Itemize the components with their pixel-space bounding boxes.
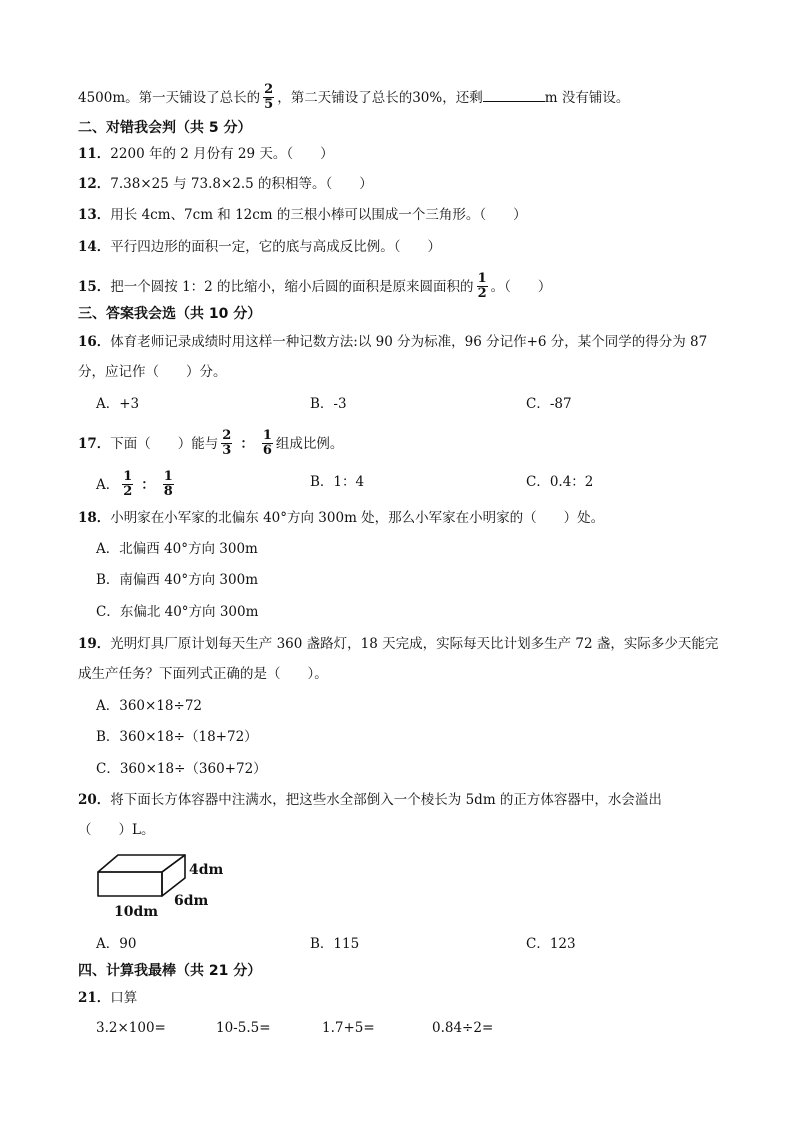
fraction-1-2: $\frac{1}{2}$ <box>123 469 133 499</box>
q17-option-b[interactable]: B．1：4 <box>310 474 365 490</box>
question-14: 14．平行四边形的面积一定，它的底与高成反比例。（ ） <box>78 239 442 255</box>
q16-option-a[interactable]: A．+3 <box>96 396 140 412</box>
cuboid-length-label: 10dm <box>114 904 159 920</box>
q16-option-b[interactable]: B．-3 <box>310 396 347 412</box>
q18-option-b[interactable]: B．南偏西 40°方向 300m <box>96 572 258 588</box>
q19-option-c[interactable]: C．360×18÷（360+72） <box>96 761 267 777</box>
fraction-1-2: $\frac{1}{2}$ <box>477 271 487 301</box>
q19-option-a[interactable]: A．360×18÷72 <box>96 698 202 714</box>
q20-option-a[interactable]: A．90 <box>96 936 137 952</box>
q20-option-c[interactable]: C．123 <box>526 936 576 952</box>
question-19: 19．光明灯具厂原计划每天生产 360 盏路灯，18 天完成，实际每天比计划多生产 72 盏，实际多少天能完 <box>78 636 719 652</box>
q19-option-b[interactable]: B．360×18÷（18+72） <box>96 729 258 745</box>
question-12: 12．7.38×25 与 73.8×2.5 的积相等。（ ） <box>78 176 373 192</box>
question-11: 11．2200 年的 2 月份有 29 天。（ ） <box>78 146 334 162</box>
oral-calc-item-2: 10-5.5= <box>216 1020 271 1036</box>
q17-option-a[interactable]: A． $\frac{1}{2}$ ： $\frac{1}{8}$ <box>96 469 173 499</box>
fraction-2-3: $\frac{2}{3}$ <box>222 428 232 458</box>
answer-blank[interactable] <box>483 87 545 102</box>
cuboid-side-face <box>162 855 185 896</box>
question-17: 17．下面（ ）能与 $\frac{2}{3}$ ： $\frac{1}{6}$ 组成比例。 <box>78 428 344 458</box>
question-16-line2: 分，应记作（ ）分。 <box>78 364 227 380</box>
cuboid-front-face <box>98 872 162 896</box>
question-15: 15．把一个圆按 1：2 的比缩小，缩小后圆的面积是原来圆面积的 $\frac{1}{2}$ 。（ ） <box>78 271 552 301</box>
section-heading-judgement: 二、对错我会判（共 5 分） <box>78 120 252 136</box>
cuboid-top-face <box>98 855 185 872</box>
fraction-2-5: $\frac{2}{5}$ <box>264 82 274 112</box>
q18-option-a[interactable]: A．北偏西 40°方向 300m <box>96 541 258 557</box>
question-16: 16．体育老师记录成绩时用这样一种记数方法:以 90 分为标准，96 分记作+6 分，某个同学的得分为 87 <box>78 334 708 350</box>
oral-calc-item-1: 3.2×100= <box>96 1020 166 1036</box>
section-heading-calculation: 四、计算我最棒（共 21 分） <box>78 963 262 979</box>
cuboid-height-label: 4dm <box>189 862 224 878</box>
question-19-line2: 成生产任务？下面列式正确的是（ ）。 <box>78 666 328 682</box>
section-heading-choice: 三、答案我会选（共 10 分） <box>78 306 262 322</box>
question-20-line2: （ ）L。 <box>78 822 155 838</box>
q16-option-c[interactable]: C．-87 <box>526 396 572 412</box>
q17-option-c[interactable]: C．0.4：2 <box>526 474 594 490</box>
oral-calc-item-4: 0.84÷2= <box>432 1020 494 1036</box>
q10-tail: 4500m。第一天铺设了总长的 $\frac{2}{5}$ ，第二天铺设了总长的30%，还剩 m 没有铺设。 <box>78 82 630 112</box>
q20-option-b[interactable]: B．115 <box>310 936 360 952</box>
cuboid-figure <box>90 848 230 928</box>
oral-calc-item-3: 1.7+5= <box>322 1020 375 1036</box>
fraction-1-6: $\frac{1}{6}$ <box>262 428 272 458</box>
fraction-1-8: $\frac{1}{8}$ <box>163 469 173 499</box>
q18-option-c[interactable]: C．东偏北 40°方向 300m <box>96 604 259 620</box>
question-18: 18．小明家在小军家的北偏东 40°方向 300m 处，那么小军家在小明家的（ ）处。 <box>78 510 605 526</box>
question-21: 21．口算 <box>78 990 138 1006</box>
question-20: 20．将下面长方体容器中注满水，把这些水全部倒入一个棱长为 5dm 的正方体容器中，水会溢出 <box>78 792 662 808</box>
cuboid-width-label: 6dm <box>174 893 209 909</box>
question-13: 13．用长 4cm、7cm 和 12cm 的三根小棒可以围成一个三角形。（ ） <box>78 207 527 223</box>
